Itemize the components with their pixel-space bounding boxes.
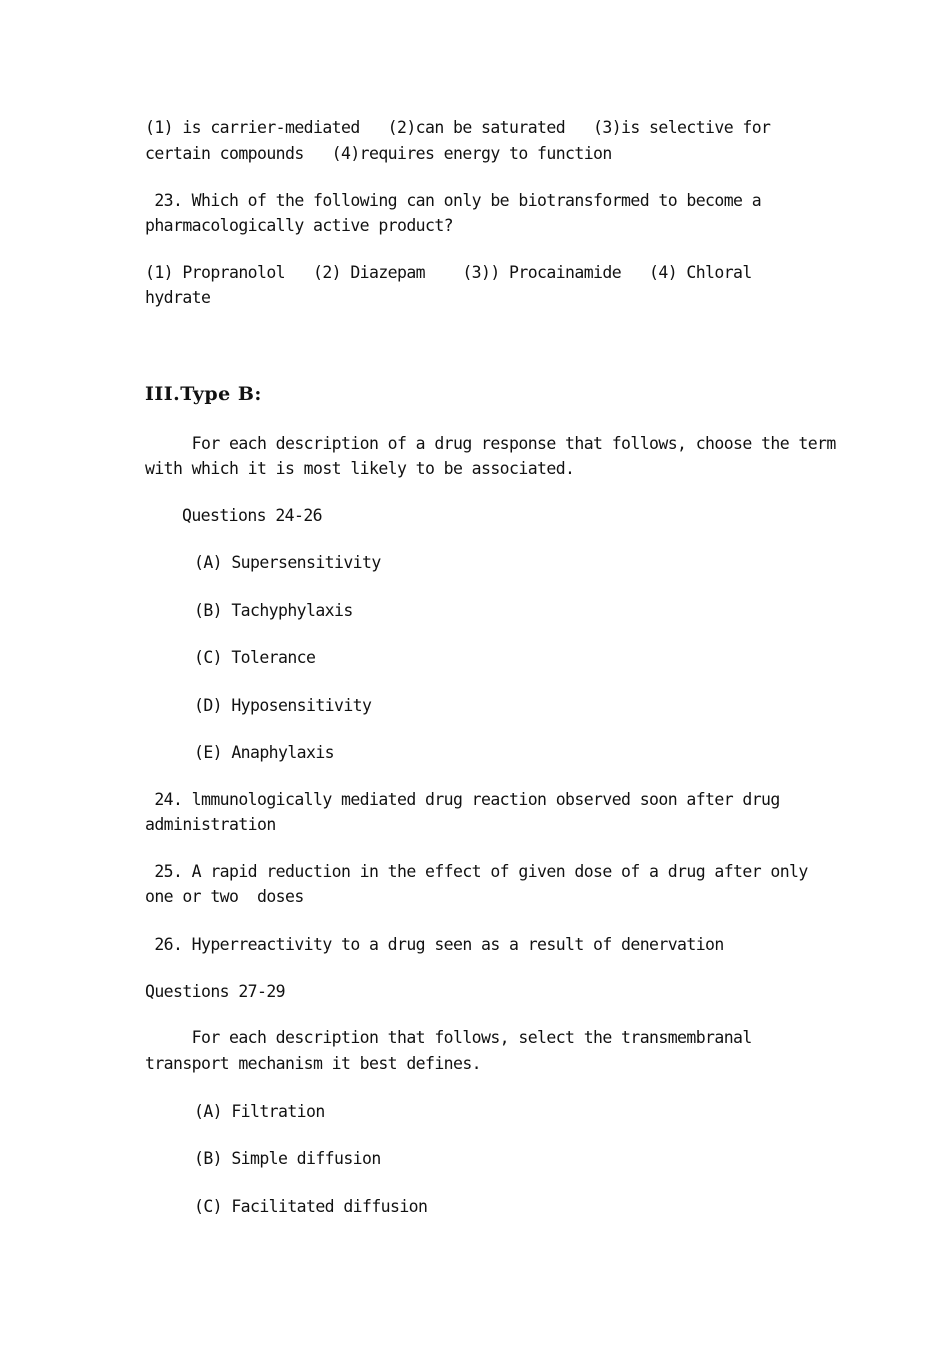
- choice-a-27-29: (A) Filtration: [194, 1102, 325, 1121]
- q24-line-1: 24. lmmunologically mediated drug reaction observed soon after drug: [145, 790, 780, 809]
- choice-d-24-26: (D) Hyposensitivity: [194, 696, 372, 715]
- questions-27-29-instructions-line-1: For each description that follows, select the transmembranal: [145, 1028, 752, 1047]
- choice-b-24-26: (B) Tachyphylaxis: [194, 601, 353, 620]
- choice-a-24-26: (A) Supersensitivity: [194, 553, 381, 572]
- q22-options-line-1: (1) is carrier-mediated (2)can be saturated (3)is selective for: [145, 118, 771, 137]
- q25-line-1: 25. A rapid reduction in the effect of given dose of a drug after only: [145, 862, 808, 881]
- choice-b-27-29: (B) Simple diffusion: [194, 1149, 381, 1168]
- q23-stem-line-2: pharmacologically active product?: [145, 216, 454, 235]
- q24-line-2: administration: [145, 815, 276, 834]
- q26-line-1: 26. Hyperreactivity to a drug seen as a result of denervation: [145, 935, 724, 954]
- questions-27-29-label: Questions 27-29: [145, 982, 286, 1001]
- q23-options-line-2: hydrate: [145, 288, 211, 307]
- choice-c-27-29: (C) Facilitated diffusion: [194, 1197, 428, 1216]
- type-b-instructions-line-1: For each description of a drug response that follows, choose the term: [145, 434, 836, 453]
- section-heading: III.Type B:: [145, 383, 262, 405]
- q23-options-line-1: (1) Propranolol (2) Diazepam (3)) Procainamide (4) Chloral: [145, 263, 752, 282]
- choice-c-24-26: (C) Tolerance: [194, 648, 316, 667]
- choice-e-24-26: (E) Anaphylaxis: [194, 743, 335, 762]
- questions-27-29-instructions-line-2: transport mechanism it best defines.: [145, 1054, 482, 1073]
- type-b-instructions-line-2: with which it is most likely to be associated.: [145, 459, 575, 478]
- q25-line-2: one or two doses: [145, 887, 304, 906]
- q22-options-line-2: certain compounds (4)requires energy to function: [145, 144, 612, 163]
- q23-stem-line-1: 23. Which of the following can only be biotransformed to become a: [145, 191, 762, 210]
- questions-24-26-label: Questions 24-26: [182, 506, 323, 525]
